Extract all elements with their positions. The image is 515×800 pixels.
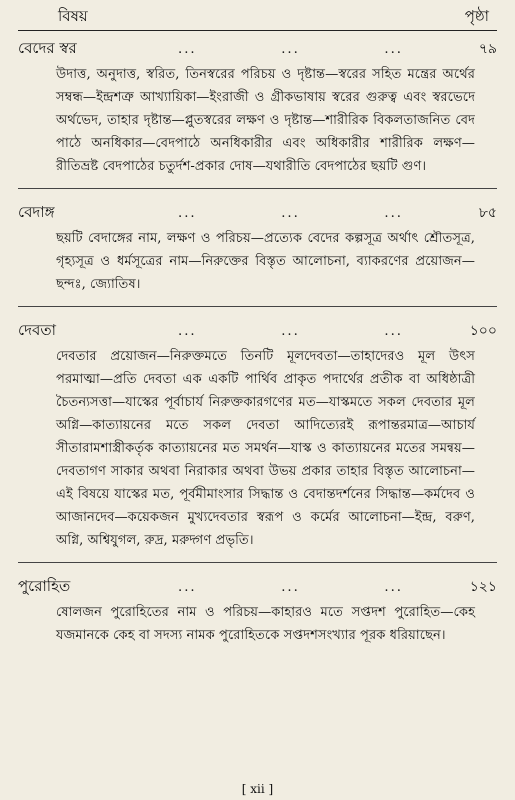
leader-dots: ... ... ... [178, 580, 403, 595]
entry-page-number: ১২১ [469, 579, 497, 595]
subject-column-label: বিষয় [58, 7, 88, 25]
entry-description: দেবতার প্রয়োজন—নিরুক্তমতে তিনটি মূলদেবতা—তাহাদেরও মূল উৎস পরমাত্মা—প্রতি দেবতা এক একটি পার্থিব প্রাকৃত পদার্থের প্রতীক বা অধিষ্ঠাত্রী চৈতন্যসত্তা—যাস্কের পূর্বাচার্য নিরুক্তকারগণের মত—যাস্কমতে সকল দেবতার মূল অগ্নি—কাত্যায়নের মতে সকল দেবতা আদিত্যেরই রূপান্তরমাত্র—আচার্য সীতারামশাস্ত্রীকর্তৃক কাত্যায়নের মত সমর্থন—যাস্ক ও কাত্যায়নের মতের সমন্বয়—দেবতাগণ সাকার অথবা নিরাকার অথবা উভয় প্রকার তাহার বিস্তৃত আলোচনা—এই বিষয়ে যাস্কের মত, পূর্বমীমাংসার সিদ্ধান্ত ও বেদান্তদর্শনের সিদ্ধান্ত—কর্মদেব ও আজানদেব—কয়েকজন মুখ্যদেবতার স্বরূপ ও কর্মের আলোচনা—ইন্দ্র, বরুণ, অগ্নি, অশ্বিযুগল, রুদ্র, মরুদ্গণ প্রভৃতি। [56, 349, 475, 548]
section-divider [18, 562, 497, 563]
entry-title: বেদাঙ্গ [18, 203, 55, 221]
contents-entry [18, 575, 497, 647]
contents-header [18, 0, 497, 31]
section-divider [18, 188, 497, 189]
leader-dots: ... ... ... [178, 324, 403, 339]
entry-description: উদাত্ত, অনুদাত্ত, স্বরিত, তিনস্বরের পরিচয় ও দৃষ্টান্ত—স্বরের সহিত মন্ত্রের অর্থের সম্বন্ধ—ইন্দ্রশত্রু আখ্যায়িকা—ইংরাজী ও গ্রীকভাষায় স্বরের গুরুত্ব এবং স্বরভেদে অর্থভেদ, তাহার দৃষ্টান্ত—প্লুতস্বরের লক্ষণ ও দৃষ্টান্ত—শারীরিক বিকলতাজনিত বেদ পাঠে অনধিকার—বেদপাঠে অনধিকারীর এবং অধিকারীর শারীরিক লক্ষণ—রীতিভ্রষ্ট বেদপাঠের চতুর্দশ-প্রকার দোষ—যথারীতি বেদপাঠের ছয়টি গুণ। [56, 67, 475, 174]
contents-entry [18, 37, 497, 178]
entry-title: দেবতা [18, 321, 56, 339]
leader-dots: ... ... ... [178, 206, 403, 221]
entry-title: পুরোহিত [18, 577, 71, 595]
entry-title: বেদের স্বর [18, 39, 77, 57]
contents-entry [18, 319, 497, 552]
entry-page-number: ৮৫ [478, 205, 497, 221]
entry-heading-row [18, 201, 497, 227]
contents-entry [18, 201, 497, 296]
entry-description: ছয়টি বেদাঙ্গের নাম, লক্ষণ ও পরিচয়—প্রত্যেক বেদের কল্পসূত্র অর্থাৎ শ্রৌতসূত্র, গৃহ্যসূত্র ও ধর্মসূত্রের নাম—নিরুক্তের বিস্তৃত আলোচনা, ব্যাকরণের প্রয়োজন—ছন্দঃ, জ্যোতিষ। [56, 231, 475, 292]
entry-heading-row [18, 37, 497, 63]
section-divider [18, 306, 497, 307]
entry-heading-row [18, 575, 497, 601]
entry-description: ষোলজন পুরোহিতের নাম ও পরিচয়—কাহারও মতে সপ্তদশ পুরোহিত—কেহ যজমানকে কেহ বা সদস্য নামক পুরোহিতকে সপ্তদশসংখ্যার পূরক ধরিয়াছেন। [56, 605, 475, 643]
entry-heading-row [18, 319, 497, 345]
entry-page-number: ১০০ [469, 323, 497, 339]
page-column-label: পৃষ্ঠা [464, 7, 489, 25]
leader-dots: ... ... ... [178, 42, 403, 57]
entry-page-number: ৭৯ [478, 41, 497, 57]
folio-page-number: [ xii ] [241, 782, 274, 796]
